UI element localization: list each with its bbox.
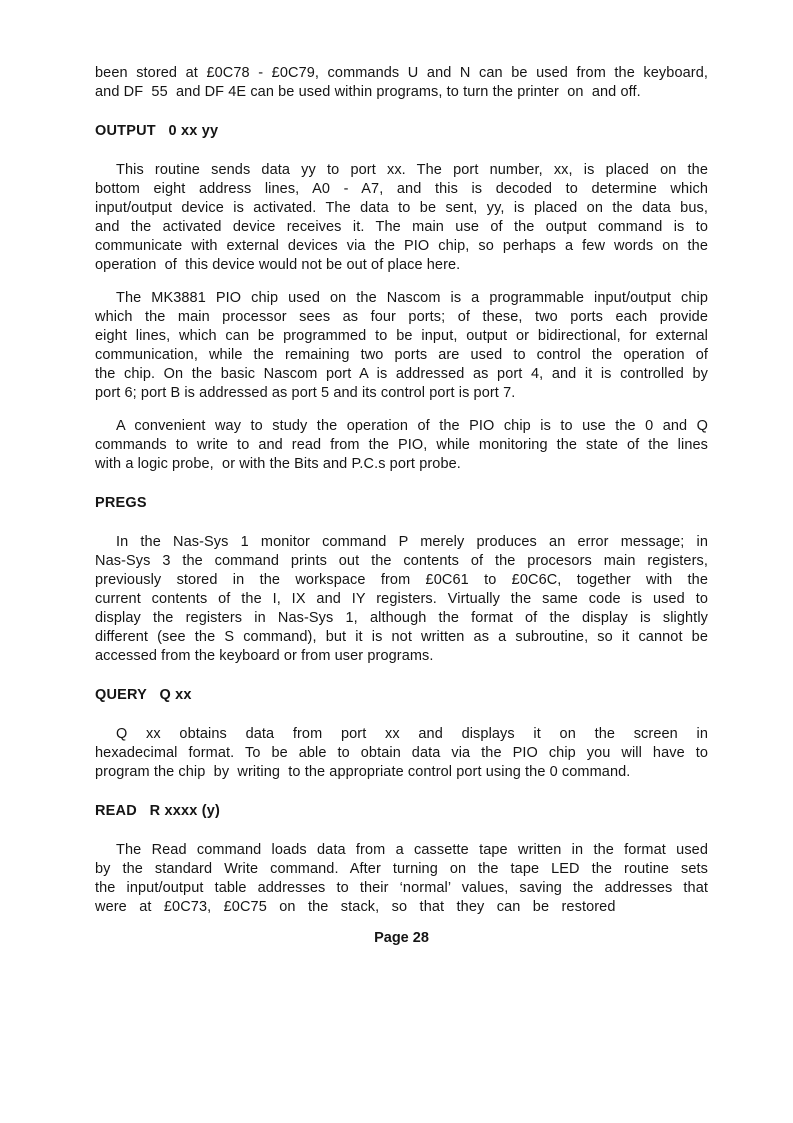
text-line: display the registers in Nas-Sys 1, although the format of the display is slightly bbox=[95, 610, 708, 626]
text-line: bottom eight address lines, A0 - A7, and this is decoded to determine which bbox=[95, 181, 708, 197]
text-line: commands to write to and read from the PIO, while monitoring the state of the lines bbox=[95, 437, 708, 453]
text-line: accessed from the keyboard or from user programs. bbox=[95, 648, 434, 664]
section-heading: OUTPUT 0 xx yy bbox=[95, 123, 219, 139]
text-line: and DF 55 and DF 4E can be used within programs, to turn the printer on and off. bbox=[95, 84, 641, 100]
text-line: were at £0C73, £0C75 on the stack, so that they can be restored bbox=[95, 899, 616, 915]
text-line: The Read command loads data from a cassette tape written in the format used bbox=[116, 842, 708, 858]
section-heading: QUERY Q xx bbox=[95, 687, 192, 703]
text-line: and the activated device receives it. The main use of the output command is to bbox=[95, 219, 708, 235]
text-line: which the main processor sees as four ports; of these, two ports each provide bbox=[95, 309, 708, 325]
text-line: In the Nas-Sys 1 monitor command P merely produces an error message; in bbox=[116, 534, 708, 550]
text-line: hexadecimal format. To be able to obtain data via the PIO chip you will have to bbox=[95, 745, 708, 761]
text-line: the chip. On the basic Nascom port A is addressed as port 4, and it is controlled by bbox=[95, 366, 708, 382]
text-line: This routine sends data yy to port xx. The port number, xx, is placed on the bbox=[116, 162, 708, 178]
text-line: port 6; port B is addressed as port 5 and its control port is port 7. bbox=[95, 385, 516, 401]
text-line: program the chip by writing to the appropriate control port using the 0 command. bbox=[95, 764, 631, 780]
text-line: by the standard Write command. After turning on the tape LED the routine sets bbox=[95, 861, 708, 877]
paragraph bbox=[95, 533, 708, 666]
text-line: Q xx obtains data from port xx and displays it on the screen in bbox=[116, 726, 708, 742]
text-line: the input/output table addresses to their ‘normal’ values, saving the addresses that bbox=[95, 880, 708, 896]
paragraph bbox=[95, 161, 708, 275]
text-line: input/output device is activated. The data to be sent, yy, is placed on the data bus, bbox=[95, 200, 708, 216]
text-line: A convenient way to study the operation of the PIO chip is to use the 0 and Q bbox=[116, 418, 708, 434]
text-line: Nas-Sys 3 the command prints out the contents of the procesors main registers, bbox=[95, 553, 708, 569]
text-line: communicate with external devices via the PIO chip, so perhaps a few words on the bbox=[95, 238, 708, 254]
text-line: The MK3881 PIO chip used on the Nascom is a programmable input/output chip bbox=[116, 290, 708, 306]
section-heading: PREGS bbox=[95, 495, 147, 511]
page-number: Page 28 bbox=[374, 930, 429, 946]
section-heading: READ R xxxx (y) bbox=[95, 803, 221, 819]
text-line: with a logic probe, or with the Bits and P.C.s port probe. bbox=[95, 456, 461, 472]
paragraph bbox=[95, 417, 708, 474]
paragraph bbox=[95, 841, 708, 917]
document-body bbox=[95, 64, 708, 917]
text-line: eight lines, which can be programmed to be input, output or bidirectional, for external bbox=[95, 328, 708, 344]
text-line: current contents of the I, IX and IY registers. Virtually the same code is used to bbox=[95, 591, 708, 607]
paragraph bbox=[95, 64, 708, 102]
paragraph bbox=[95, 725, 708, 782]
text-line: different (see the S command), but it is not written as a subroutine, so it cannot be bbox=[95, 629, 708, 645]
text-line: operation of this device would not be out of place here. bbox=[95, 257, 461, 273]
text-line: communication, while the remaining two ports are used to control the operation of bbox=[95, 347, 708, 363]
text-line: previously stored in the workspace from £0C61 to £0C6C, together with the bbox=[95, 572, 708, 588]
text-line: been stored at £0C78 - £0C79, commands U and N can be used from the keyboard, bbox=[95, 65, 708, 81]
paragraph bbox=[95, 289, 708, 403]
